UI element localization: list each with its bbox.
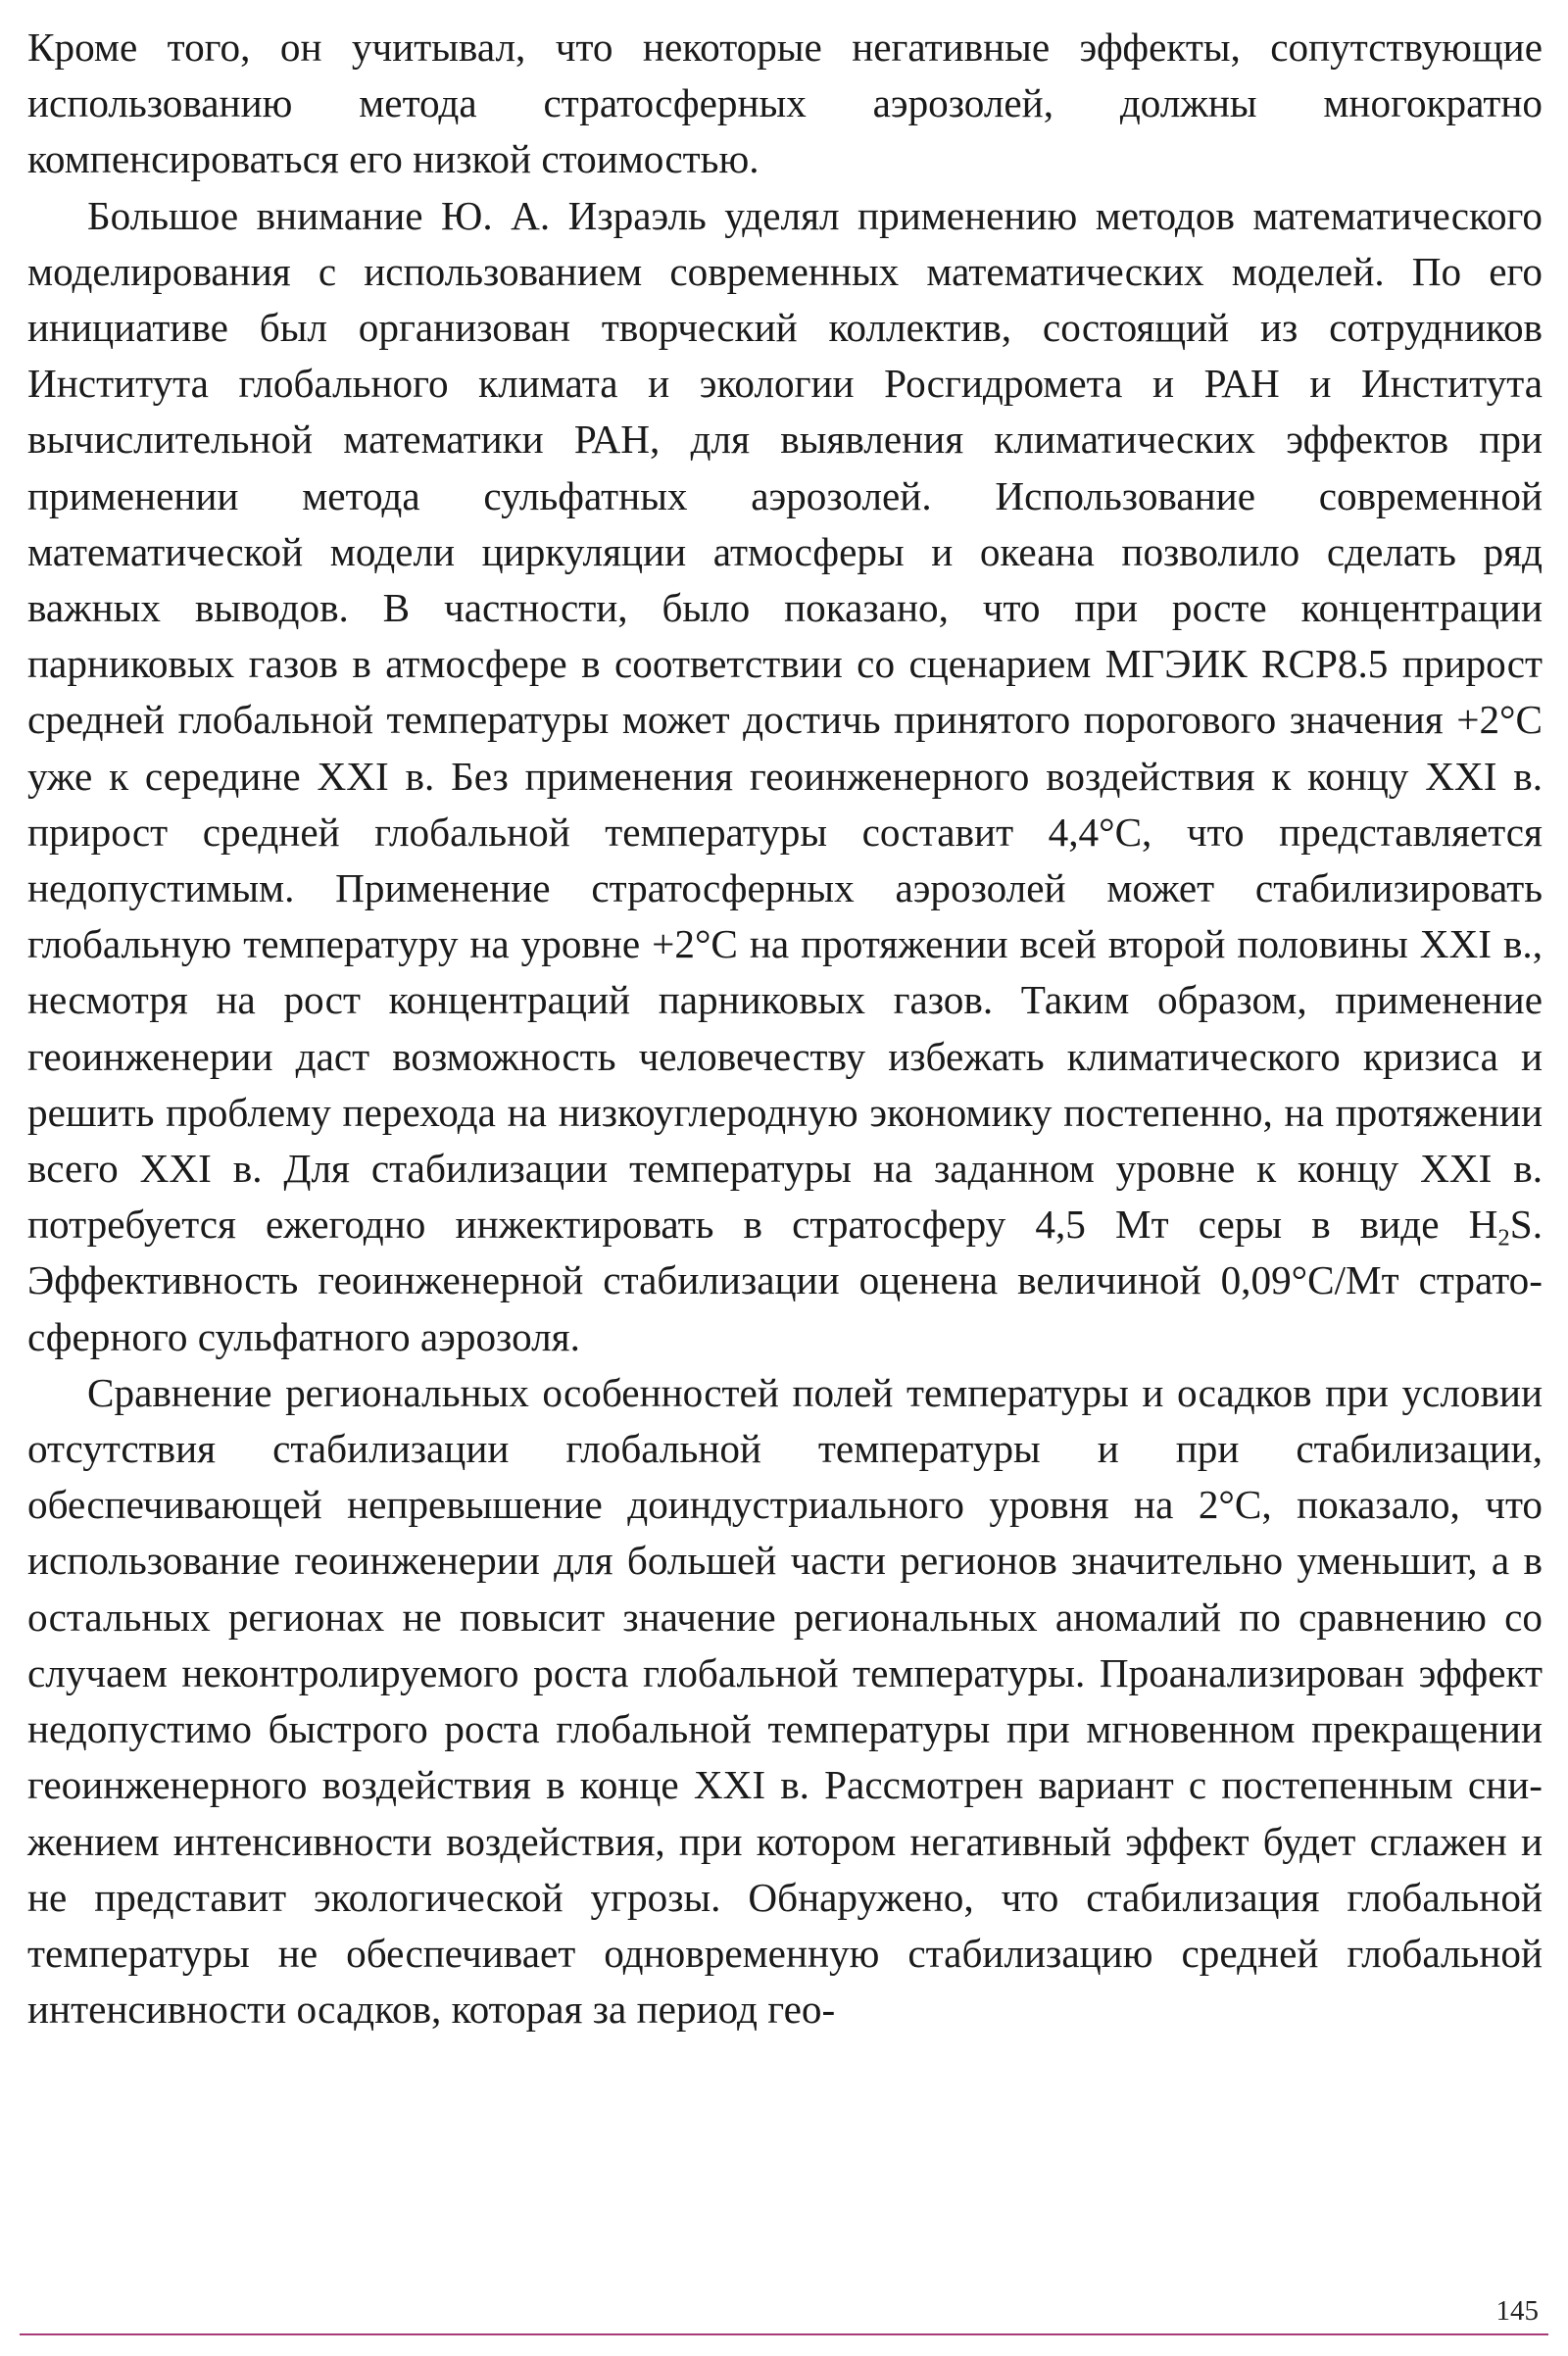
paragraph xyxy=(27,20,1543,188)
paragraph xyxy=(27,1365,1543,2037)
text-run: S. Эффективность геоинженерной стабилизации оценена величиной 0,09°C/Мт стратосферного сульфатного аэрозоля. xyxy=(27,1202,1543,1359)
paragraph xyxy=(27,188,1543,1365)
text-run: Большое внимание Ю. А. Израэль уделял применению методов математического моделирования с использованием современных математических моделей. По его инициативе был организован творческий коллектив, состоящий из сотрудников Института глобального климата и экологии Росгидромета и РАН и Института вычислительной математики РАН, для выявления климатических эффектов при применении метода сульфатных аэрозолей. Использование современной математической модели циркуляции атмосферы и океана позволило сделать ряд важных выводов. В частности, было показано, что при росте концентрации парниковых газов в атмосфере в соответствии со сценарием МГЭИК RCP8.5 прирост средней глобальной температуры может достичь принятого порогового значения +2°C уже к середине XXI в. Без применения геоинженерного воздействия к концу XXI в. прирост средней глобальной температуры составит 4,4°C, что представляется недопустимым. Применение стратосферных аэрозолей может стабилизировать глобальную температуру на уровне +2°C на протяжении всей второй половины XXI в., несмотря на рост концентраций парниковых газов. Таким образом, применение геоинженерии даст возможность человечеству избежать климатического кризиса и решить проблему перехода на низкоуглеродную экономику постепенно, на протяжении всего XXI в. Для стабилизации температуры на заданном уровне к концу XXI в. потребуется ежегодно инжектировать в стратосферу 4,5 Мт серы в виде H xyxy=(27,192,1543,1248)
text-run: Кроме того, он учитывал, что некоторые негативные эффекты, сопутствующие использованию метода стратосферных аэрозолей, должны многократно компенсироваться его низкой стоимостью. xyxy=(27,25,1543,182)
page-number: 145 xyxy=(1495,2295,1539,2327)
body-text xyxy=(27,20,1543,2037)
subscript: 2 xyxy=(1497,1224,1510,1252)
footer-rule xyxy=(20,2333,1548,2335)
text-run: Сравнение региональных особенностей полей температуры и осадков при условии отсутствия стабилизации глобальной температуры и при стабилизации, обеспечивающей непревышение доиндустриального уровня на 2°C, показало, что использование геоинженерии для большей части регионов значительно уменьшит, а в остальных регионах не повысит значение региональных аномалий по сравнению со случаем неконтролируемого роста глобальной температуры. Проанализирован эффект недопустимо быстрого роста глобальной температуры при мгновенном прекращении геоинженерного воздействия в конце XXI в. Рассмотрен вариант с постепенным снижением интенсивности воздействия, при котором негативный эффект будет сглажен и не представит экологической угрозы. Обнаружено, что стабилизация глобальной температуры не обеспечивает одновременную стабилизацию средней глобальной интенсивности осадков, которая за период гео- xyxy=(27,1369,1543,2033)
